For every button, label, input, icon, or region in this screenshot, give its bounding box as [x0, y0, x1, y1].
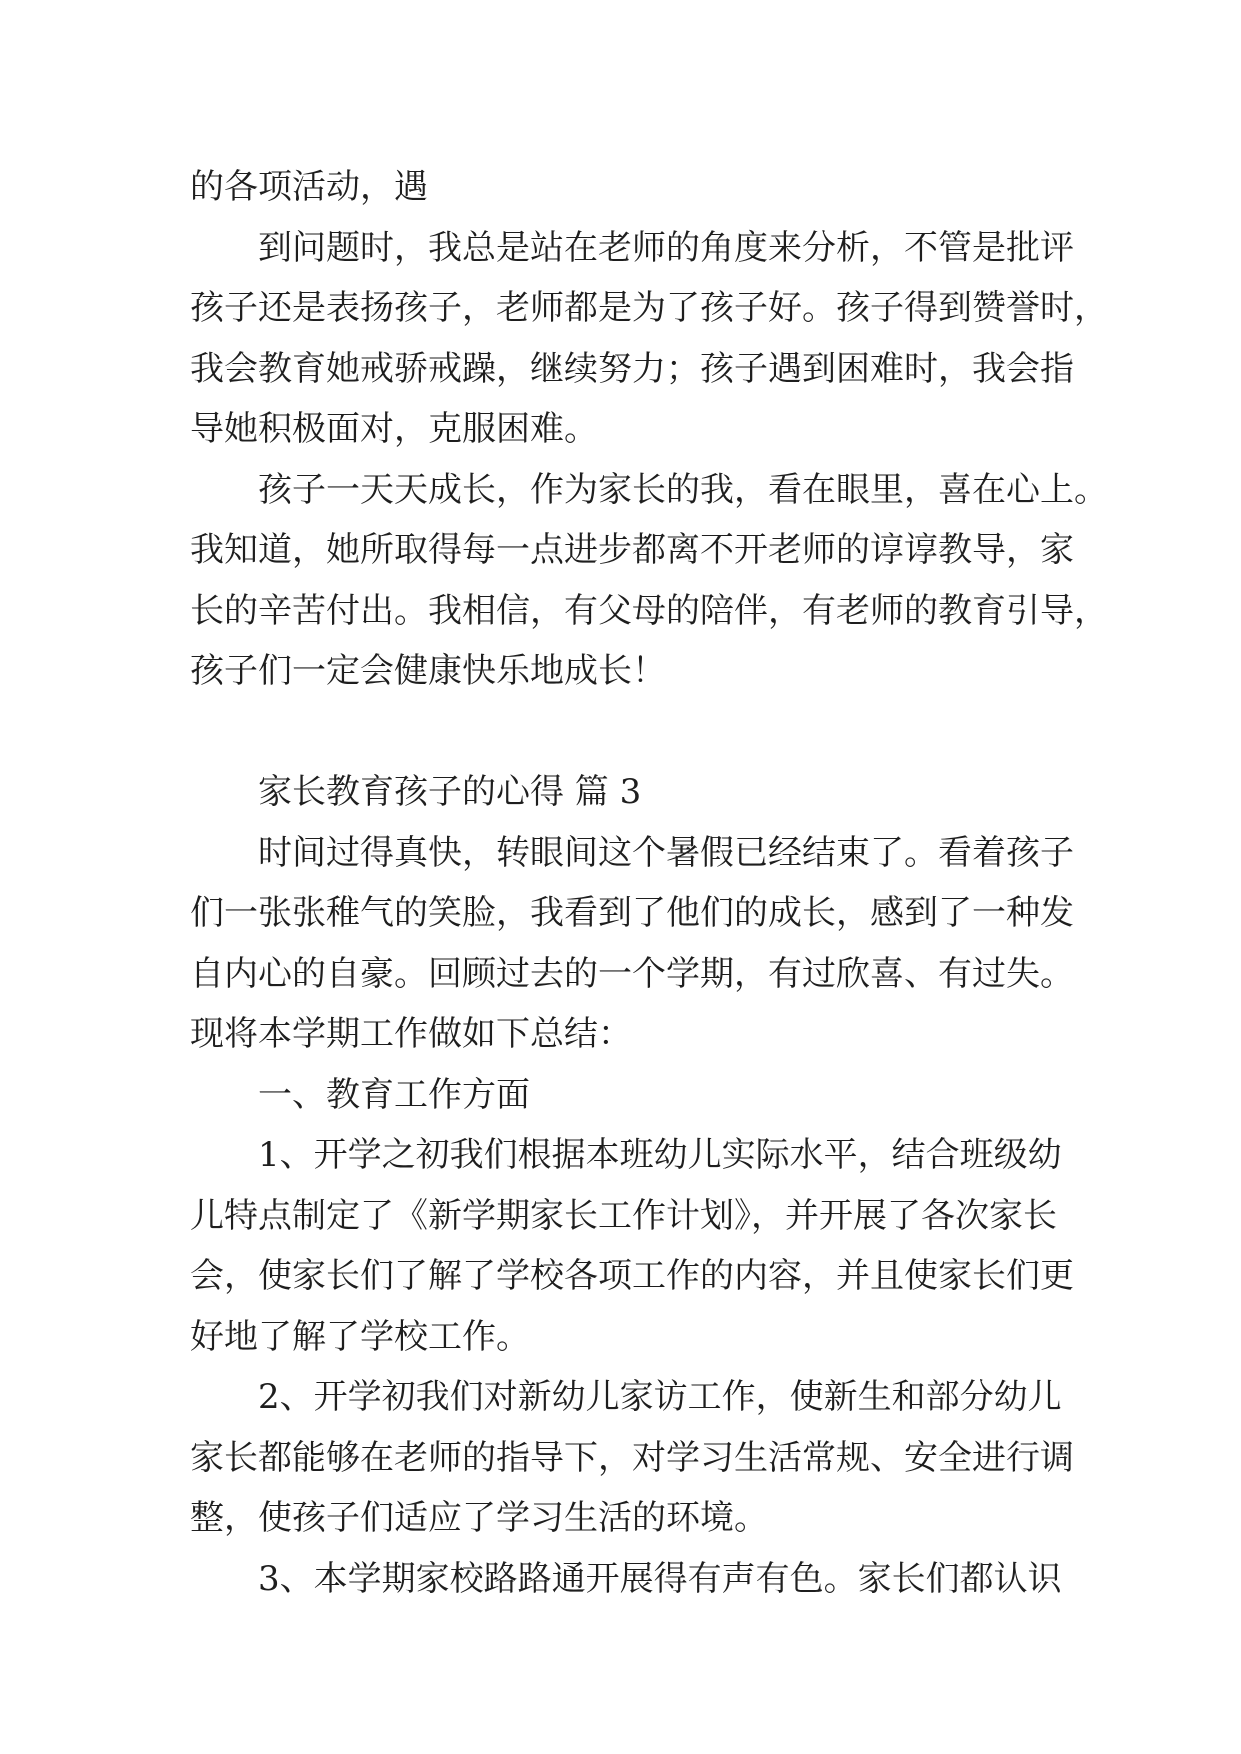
text-line: 好地了解了学校工作。: [190, 1316, 530, 1357]
text-line: 的各项活动，遇: [190, 167, 428, 207]
paragraph-fragment: [190, 157, 1070, 218]
text-line: 整，使孩子们适应了学习生活的环境。: [190, 1498, 768, 1538]
list-item-2: [190, 1367, 1074, 1549]
paragraph-child-growth: [190, 460, 1108, 702]
paragraph-semester-summary: [190, 823, 1074, 1065]
document-body: [190, 157, 1108, 1609]
text-line: 孩子们一定会健康快乐地成长！: [190, 651, 666, 691]
text-line: 现将本学期工作做如下总结：: [190, 1014, 632, 1054]
text-line: 长的辛苦付出。我相信，有父母的陪伴，有老师的教育引导，: [190, 590, 1108, 631]
text-line: 到问题时，我总是站在老师的角度来分析，不管是批评: [258, 227, 1074, 268]
paragraph-parent-perspective: [190, 218, 1108, 460]
text-line: 自内心的自豪。回顾过去的一个学期，有过欣喜、有过失。: [190, 953, 1074, 994]
list-item-1: [190, 1125, 1074, 1367]
subheading-education-work: 一、教育工作方面: [258, 1074, 530, 1115]
text-line: 2、开学初我们对新幼儿家访工作，使新生和部分幼儿: [258, 1377, 1062, 1417]
text-line: 孩子一天天成长，作为家长的我，看在眼里，喜在心上。: [258, 469, 1108, 510]
text-line: 们一张张稚气的笑脸，我看到了他们的成长，感到了一种发: [190, 893, 1074, 933]
text-line: 我会教育她戒骄戒躁，继续努力；孩子遇到困难时，我会指: [190, 348, 1074, 389]
text-line: 儿特点制定了《新学期家长工作计划》，并开展了各次家长: [190, 1195, 1057, 1236]
text-line: 3、本学期家校路路通开展得有声有色。家长们都认识: [258, 1558, 1062, 1599]
text-line: 导她积极面对，克服困难。: [190, 409, 598, 449]
section-heading: 家长教育孩子的心得 篇 3: [258, 772, 642, 812]
text-line: 时间过得真快，转眼间这个暑假已经结束了。看着孩子: [258, 832, 1074, 873]
text-line: 家长都能够在老师的指导下，对学习生活常规、安全进行调: [190, 1437, 1074, 1478]
text-line: 我知道，她所取得每一点进步都离不开老师的谆谆教导，家: [190, 530, 1074, 570]
list-item-3: [190, 1549, 1070, 1610]
text-line: 孩子还是表扬孩子，老师都是为了孩子好。孩子得到赞誉时，: [190, 288, 1108, 328]
text-line: 会，使家长们了解了学校各项工作的内容，并且使家长们更: [190, 1256, 1074, 1296]
text-line: 1、开学之初我们根据本班幼儿实际水平，结合班级幼: [258, 1135, 1062, 1175]
blank-line: [190, 702, 1070, 763]
